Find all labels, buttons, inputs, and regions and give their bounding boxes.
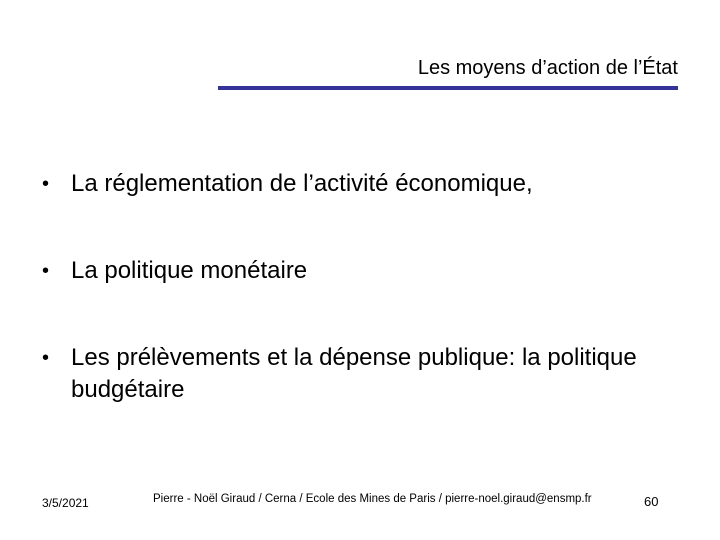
bullet-item	[42, 255, 662, 287]
footer-date: 3/5/2021	[42, 496, 89, 510]
bullet-item	[42, 168, 662, 200]
page-number: 60	[644, 494, 659, 509]
slide-title: Les moyens d’action de l’État	[417, 57, 678, 79]
bullet-dot-icon: •	[42, 260, 50, 282]
bullet-dot-icon: •	[42, 347, 50, 369]
title-underline	[218, 86, 678, 90]
bullet-text: La réglementation de l’activité économique,	[71, 170, 533, 197]
bullet-item	[42, 342, 662, 406]
footer-author: Pierre - Noël Giraud / Cerna / Ecole des Mines de Paris / pierre-noel.giraud@ensmp.fr	[153, 493, 592, 505]
bullet-list	[42, 168, 662, 406]
bullet-text: Les prélèvements et la dépense publique: la politique budgétaire	[71, 344, 637, 403]
bullet-text: La politique monétaire	[71, 257, 308, 284]
bullet-dot-icon: •	[42, 173, 50, 195]
